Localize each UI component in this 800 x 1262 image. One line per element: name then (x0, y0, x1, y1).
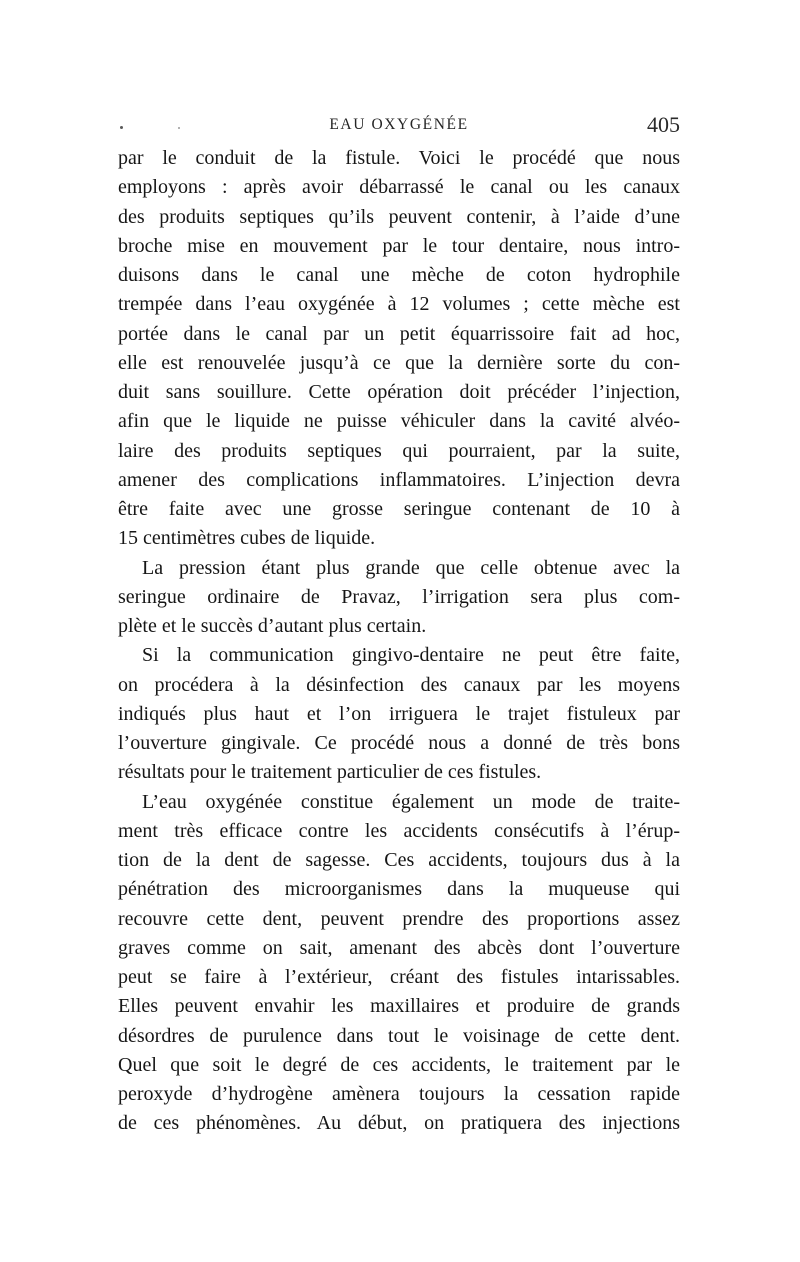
text-line: des produits septiques qu’ils peuvent contenir, à l’aide d’une (118, 205, 680, 228)
running-head (118, 112, 680, 142)
page-number: 405 (647, 112, 680, 137)
text-line: Quel que soit le degré de ces accidents, le traitement par le (118, 1053, 680, 1076)
text-line: employons : après avoir débarrassé le canal ou les canaux (118, 176, 680, 199)
text-line: indiqués plus haut et l’on irriguera le trajet fistuleux par (118, 702, 680, 725)
text-line: par le conduit de la fistule. Voici le procédé que nous (118, 147, 680, 169)
text-line: duisons dans le canal une mèche de coton hydrophile (118, 264, 680, 286)
text-line: résultats pour le traitement particulier de ces fistules. (118, 761, 542, 784)
text-line: L’eau oxygénée constitue également un mode de traite- (142, 790, 680, 813)
text-line: elle est renouvelée jusqu’à ce que la dernière sorte du con- (118, 351, 680, 374)
text-line: pénétration des microorganismes dans la muqueuse qui (118, 878, 680, 901)
text-line: Elles peuvent envahir les maxillaires et produire de grands (118, 995, 680, 1018)
text-line: être faite avec une grosse seringue contenant de 10 à (118, 498, 680, 520)
text-line: 15 centimètres cubes de liquide. (118, 527, 376, 550)
text-line: broche mise en mouvement par le tour dentaire, nous intro- (118, 234, 680, 257)
running-title: EAU OXYGÉNÉE (329, 116, 469, 133)
text-line: peroxyde d’hydrogène amènera toujours la cessation rapide (118, 1083, 680, 1105)
text-line: laire des produits septiques qui pourraient, par la suite, (118, 439, 680, 462)
text-line: plète et le succès d’autant plus certain. (118, 615, 427, 637)
text-line: de ces phénomènes. Au début, on pratiquera des injections (118, 1112, 680, 1135)
text-line: ment très efficace contre les accidents consécutifs à l’érup- (118, 819, 680, 842)
text-line: seringue ordinaire de Pravaz, l’irrigation sera plus com- (118, 585, 680, 608)
text-line: l’ouverture gingivale. Ce procédé nous a donné de très bons (118, 732, 680, 754)
text-line: afin que le liquide ne puisse véhiculer dans la cavité alvéo- (118, 410, 680, 433)
text-line: portée dans le canal par un petit équarrissoire fait ad hoc, (118, 322, 680, 345)
text-line: duit sans souillure. Cette opération doit précéder l’injection, (118, 381, 680, 403)
body-text (118, 144, 680, 1139)
text-line: peut se faire à l’extérieur, créant des fistules intarissables. (118, 966, 680, 988)
text-line: graves comme on sait, amenant des abcès dont l’ouverture (118, 936, 680, 959)
text-line: Si la communication gingivo-dentaire ne peut être faite, (142, 644, 680, 667)
text-line: amener des complications inflammatoires. L’injection devra (118, 468, 680, 491)
text-line: trempée dans l’eau oxygénée à 12 volumes ; cette mèche est (118, 293, 680, 316)
text-line: désordres de purulence dans tout le voisinage de cette dent. (118, 1024, 680, 1047)
text-line: tion de la dent de sagesse. Ces accidents, toujours dus à la (118, 849, 680, 871)
text-line: on procédera à la désinfection des canaux par les moyens (118, 673, 680, 696)
text-line: recouvre cette dent, peuvent prendre des proportions assez (118, 907, 680, 930)
text-line: La pression étant plus grande que celle obtenue avec la (142, 556, 680, 579)
